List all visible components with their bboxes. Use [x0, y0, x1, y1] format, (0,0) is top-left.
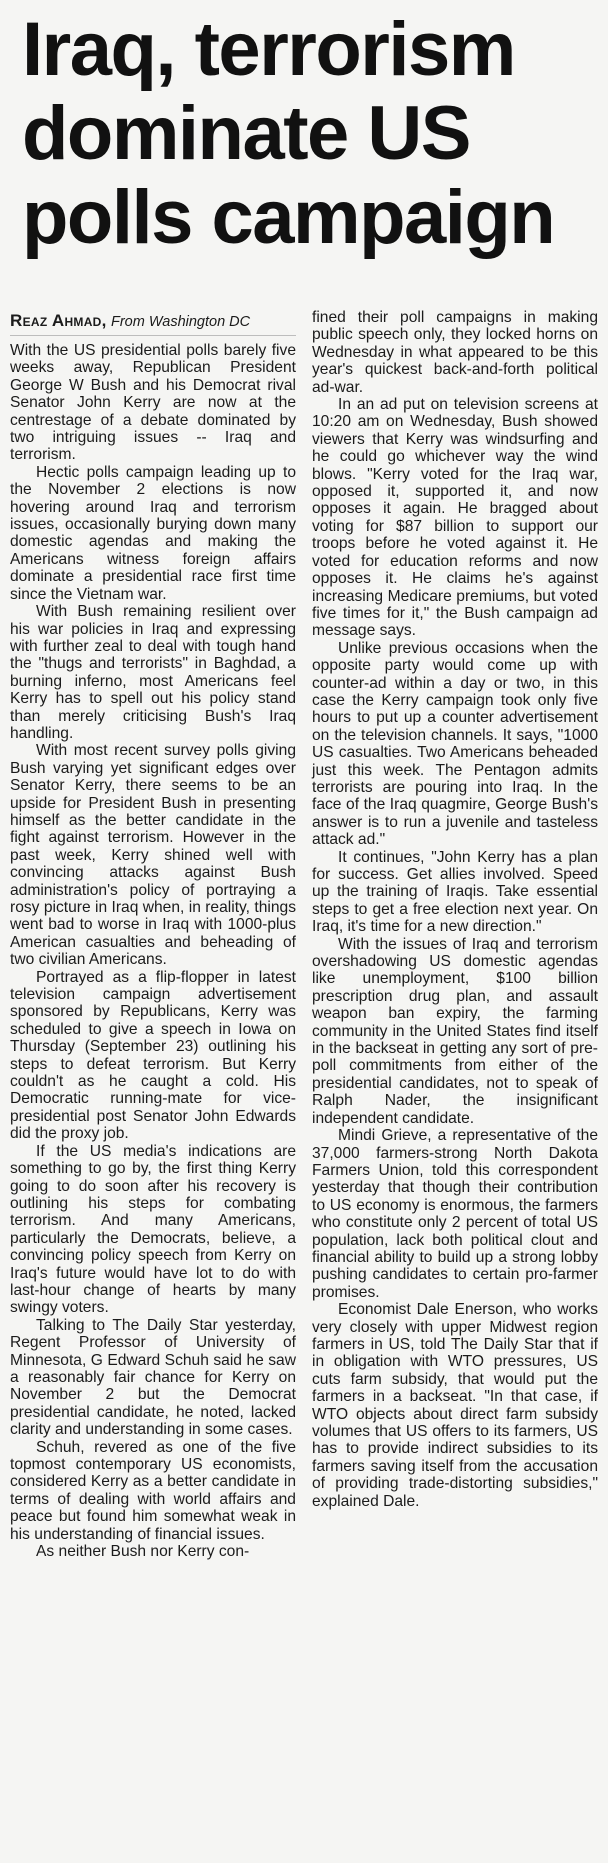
article-column-left: [10, 312, 296, 1560]
byline-dateline: From Washington DC: [110, 314, 251, 330]
paragraph: Schuh, revered as one of the five topmost contemporary US economists, considered Kerry as a better candidate in terms of dealing with world affairs and peace but found him somewhat weak in his understanding of financial issues.: [10, 1438, 296, 1543]
headline-line-2: dominate US: [22, 91, 470, 176]
paragraph: Economist Dale Enerson, who works very closely with upper Midwest region farmers in US, told The Daily Star that if in obligation with WTO pressures, US cuts farm subsidy, that would put the farmers in a backseat. "In that case, if WTO objects about direct farm subsidy volumes that US offers to its farmers, US has to provide indirect subsidies to its farmers saving itself from the accusation of providing trade-distorting subsidies," explained Dale.: [312, 1301, 598, 1510]
paragraph: With Bush remaining resilient over his war policies in Iraq and expressing with further zeal to deal with tough hand the "thugs and terrorists" in Baghdad, a burning inferno, most Americans feel Kerry has to spell out his policy stand than merely criticising Bush's Iraq handling.: [10, 603, 296, 742]
article-column-right: [312, 309, 598, 1510]
paragraph: As neither Bush nor Kerry con-: [36, 1543, 250, 1561]
headline: [22, 8, 602, 260]
paragraph: fined their poll campaigns in making public speech only, they locked horns on Wednesday in what appeared to be this year's quickest back-and-forth political ad-war.: [312, 309, 598, 396]
paragraph: Portrayed as a flip-flopper in latest television campaign advertisement sponsored by Republicans, Kerry was scheduled to give a speech in Iowa on Thursday (September 23) outlining his steps to defeat terrorism. But Kerry couldn't as he caught a cold. His Democratic running-mate for vice-presidential post Senator John Edwards did the proxy job.: [10, 968, 296, 1143]
byline-author: Reaz Ahmad,: [10, 311, 107, 330]
headline-line-3: polls campaign: [22, 175, 555, 260]
paragraph: Unlike previous occasions when the opposite party would come up with counter-ad within a day or two, in this case the Kerry campaign took only five hours to put up a counter advertisement on the television channels. It says, "1000 US casualties. Two Americans beheaded just this week. The Pentagon admits terrorists are pouring into Iraq. In the face of the Iraq quagmire, George Bush's answer is to run a juvenile and tasteless attack ad.": [312, 639, 598, 849]
paragraph: With most recent survey polls giving Bush varying yet significant edges over Senator Kerry, there seems to be an upside for President Bush in presenting himself as the better candidate in the fight against terrorism. However in the past week, Kerry shined well with convincing attacks against Bush administration's policy of portraying a rosy picture in Iraq when, in reality, things went bad to worse in Iraq with 1000-plus American casualties and beheading of two civilian Americans.: [10, 742, 296, 969]
paragraph: With the US presidential polls barely five weeks away, Republican President George W Bush and his Democrat rival Senator John Kerry are now at the centrestage of a debate dominated by two intriguing issues -- Iraq and terrorism.: [10, 342, 296, 464]
paragraph: With the issues of Iraq and terrorism overshadowing US domestic agendas like unemployment, $100 billion prescription drug plan, and assault weapon ban expiry, the farming community in the United States find itself in the backseat in getting any sort of pre-poll commitments from either of the presidential candidates, not to speak of Ralph Nader, the insignificant independent candidate.: [312, 935, 598, 1127]
paragraph: It continues, "John Kerry has a plan for success. Get allies involved. Speed up the training of Iraqis. Take essential steps to get a free election next year. On Iraq, it's time for a new direction.": [312, 848, 598, 936]
paragraph: If the US media's indications are something to go by, the first thing Kerry going to do soon after his recovery is outlining his steps for combating terrorism. And many Americans, particularly the Democrats, believe, a convincing policy speech from Kerry on Iraq's future would have lot to do with last-hour change of hearts by many swingy voters.: [10, 1142, 296, 1317]
paragraph: Hectic polls campaign leading up to the November 2 elections is now hovering around Iraq and terrorism issues, occasionally burying down many domestic agendas and making the Americans witness foreign affairs dominate a presidential race first time since the Vietnam war.: [10, 463, 296, 603]
byline: [10, 312, 296, 336]
paragraph: In an ad put on television screens at 10:20 am on Wednesday, Bush showed viewers that Kerry was windsurfing and he could go whichever way the wind blows. "Kerry voted for the Iraq war, opposed it, supported it, and now opposes it again. He bragged about voting for $87 billion to support our troops before he voted against it. He voted for education reforms and now opposes it. He claims he's against increasing Medicare premiums, but voted five times for it," the Bush campaign ad message says.: [312, 396, 598, 640]
headline-line-1: Iraq, terrorism: [22, 7, 515, 92]
paragraph: Mindi Grieve, a representative of the 37,000 farmers-strong North Dakota Farmers Union, told this correspondent yesterday that though their contribution to US economy is enormous, the farmers who constitute only 2 percent of total US population, lack both political clout and financial ability to build up a strong lobby pushing candidates to certain pro-farmer promises.: [312, 1127, 598, 1301]
paragraph: Talking to The Daily Star yesterday, Regent Professor of University of Minnesota, G Edward Schuh said he saw a reasonably fair chance for Kerry on November 2 but the Democrat presidential candidate, he noted, lacked clarity and understanding in some cases.: [10, 1316, 296, 1439]
